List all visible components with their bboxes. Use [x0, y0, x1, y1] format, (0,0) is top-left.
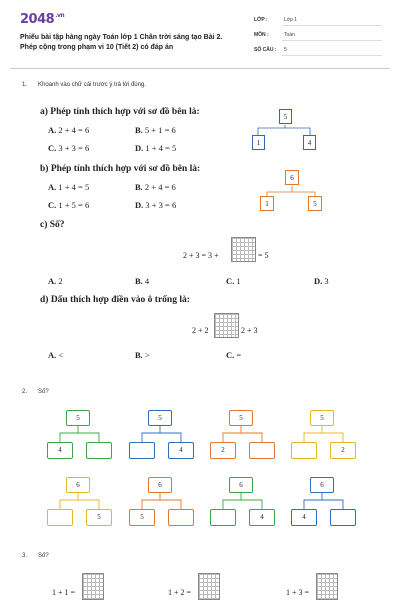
tree-connector [241, 433, 262, 442]
logo: $2048^{.vn}$ [20, 12, 65, 27]
q1c-option-b[interactable]: B. 4 [135, 276, 150, 286]
q2-diagram-right-box[interactable] [86, 442, 112, 459]
q1a-diagram-top: 5 [279, 109, 292, 124]
q1a-option-b[interactable]: B. 5 + 1 = 6 [135, 125, 176, 135]
question-3-number: 3. [22, 553, 28, 559]
tree-connector [78, 500, 99, 509]
question-2-number: 2. [22, 389, 28, 395]
q1d-option-c[interactable]: C. = [226, 350, 242, 360]
tree-connector [60, 426, 78, 442]
q2-diagram-left-box: 4 [47, 442, 73, 459]
q2-diagram-top-box: 5 [229, 410, 253, 426]
q1b-option-d[interactable]: D. 3 + 3 = 6 [135, 200, 177, 210]
q3-answer-grid-1[interactable] [82, 573, 104, 600]
q2-diagram-right-box: 2 [330, 442, 356, 459]
q2-diagram-top-box: 6 [66, 477, 90, 493]
q2-diagram-right-box[interactable] [249, 442, 275, 459]
class-value: Lớp 1 [284, 17, 298, 23]
q1b-option-b[interactable]: B. 2 + 4 = 6 [135, 182, 176, 192]
q2-diagram-right-box: 4 [168, 442, 194, 459]
q1a-diagram-left: 1 [252, 135, 265, 150]
q1b-diagram-right: 5 [308, 196, 322, 211]
q2-diagram-left-box[interactable] [47, 509, 73, 526]
q1c-option-d[interactable]: D. 3 [314, 276, 329, 286]
q1a-option-a[interactable]: A. 2 + 4 = 6 [48, 125, 90, 135]
q1b-prompt: b) Phép tính thích hợp với sơ đồ bên là: [40, 164, 201, 174]
q2-diagram-top-box: 6 [148, 477, 172, 493]
q2-diagram-top-box: 5 [66, 410, 90, 426]
q1d-equation-right: 2 + 3 [241, 326, 258, 335]
q1d-equation-left: 2 + 2 [192, 326, 209, 335]
tree-connector [322, 433, 343, 442]
q1d-prompt: d) Dấu thích hợp điền vào ô trống là: [40, 295, 190, 305]
tree-connector [160, 500, 181, 509]
q1a-prompt: a) Phép tính thích hợp với sơ đồ bên là: [40, 107, 200, 117]
q1c-prompt: c) Số? [40, 220, 65, 230]
q1a-option-d[interactable]: D. 1 + 4 = 5 [135, 143, 177, 153]
q1c-option-c[interactable]: C. 1 [226, 276, 241, 286]
class-label: LỚP : [254, 17, 268, 23]
tree-connector [142, 493, 160, 509]
page-title: Phiếu bài tập hàng ngày Toán lớp 1 Chân trời sáng tạo Bài 2. Phép cộng trong phạm vi 10 (Tiết 2) có đáp án [20, 34, 223, 51]
q1b-diagram-left: 1 [260, 196, 274, 211]
q1a-diagram-right: 4 [303, 135, 316, 150]
tree-connector [142, 426, 160, 442]
tree-connector [322, 500, 343, 509]
tree-connector [78, 433, 99, 442]
count-value: 5 [284, 47, 287, 53]
question-1-text: Khoanh vào chữ cái trước ý trả lời đúng. [38, 82, 146, 88]
q1c-equation-right: = 5 [258, 251, 269, 260]
q2-diagram-right-box: 4 [249, 509, 275, 526]
q2-diagram-left-box[interactable] [291, 442, 317, 459]
q2-diagram-top-box: 6 [229, 477, 253, 493]
tree-connector [223, 426, 241, 442]
subject-value: Toán [284, 32, 295, 38]
tree-connector [304, 426, 322, 442]
q1c-equation-left: 2 + 3 = 3 + [183, 251, 219, 260]
count-label: SỐ CÂU : [254, 47, 277, 53]
question-1-number: 1. [22, 82, 28, 88]
q2-diagram-left-box: 4 [291, 509, 317, 526]
q2-diagram-top-box: 6 [310, 477, 334, 493]
q3-item-1: 1 + 1 = [52, 588, 76, 597]
tree-connector [160, 433, 181, 442]
tree-connector [241, 500, 262, 509]
q1c-option-a[interactable]: A. 2 [48, 276, 63, 286]
q1b-option-a[interactable]: A. 1 + 4 = 5 [48, 182, 90, 192]
q2-diagram-left-box[interactable] [210, 509, 236, 526]
q2-diagram-left-box: 2 [210, 442, 236, 459]
tree-connector [304, 493, 322, 509]
q1d-option-a[interactable]: A. < [48, 350, 64, 360]
question-3-text: Số? [38, 553, 49, 559]
q2-diagram-left-box[interactable] [129, 442, 155, 459]
q1a-option-c[interactable]: C. 3 + 3 = 6 [48, 143, 90, 153]
q3-item-3: 1 + 3 = [286, 588, 310, 597]
q2-diagram-right-box[interactable] [168, 509, 194, 526]
question-2-text: Số? [38, 389, 49, 395]
q1b-option-c[interactable]: C. 1 + 5 = 6 [48, 200, 90, 210]
q3-answer-grid-3[interactable] [316, 573, 338, 600]
tree-connector [223, 493, 241, 509]
q2-diagram-top-box: 5 [310, 410, 334, 426]
q1b-diagram-top: 6 [285, 170, 299, 185]
q2-diagram-right-box[interactable] [330, 509, 356, 526]
q3-item-2: 1 + 2 = [168, 588, 192, 597]
q3-answer-grid-2[interactable] [198, 573, 220, 600]
q2-diagram-left-box: 5 [129, 509, 155, 526]
q1d-option-b[interactable]: B. > [135, 350, 150, 360]
subject-label: MÔN : [254, 32, 269, 38]
tree-connector [60, 493, 78, 509]
q2-diagram-right-box: 5 [86, 509, 112, 526]
q2-diagram-top-box: 5 [148, 410, 172, 426]
